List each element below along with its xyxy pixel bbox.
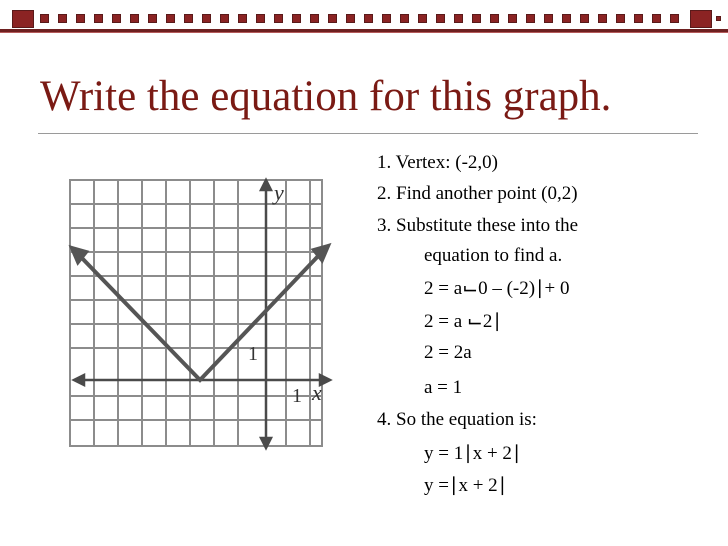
- decorative-square: [634, 14, 643, 23]
- decorative-square: [76, 14, 85, 23]
- decorative-square: [310, 14, 319, 23]
- decorative-square: [94, 14, 103, 23]
- decorative-square: [12, 10, 34, 28]
- decorative-square: [238, 14, 247, 23]
- equation-line: 2 = a ⌙2∣: [424, 311, 502, 332]
- decorative-square: [526, 14, 535, 23]
- decorative-square: [292, 14, 301, 23]
- decorative-square: [346, 14, 355, 23]
- decorative-square: [598, 14, 607, 23]
- decorative-square: [364, 14, 373, 23]
- decorative-square: [328, 14, 337, 23]
- decorative-square: [472, 14, 481, 23]
- decorative-square: [690, 10, 712, 28]
- decorative-square: [580, 14, 589, 23]
- title-divider: [38, 133, 698, 134]
- decorative-square: [562, 14, 571, 23]
- equation-line: y = 1∣x + 2∣: [424, 443, 522, 464]
- decorative-square: [202, 14, 211, 23]
- decorative-square: [184, 14, 193, 23]
- decorative-square: [382, 14, 391, 23]
- step-3: 3. Substitute these into the: [377, 215, 579, 236]
- step-3-continued: equation to find a.: [424, 245, 563, 266]
- decorative-square: [418, 14, 427, 23]
- step-1: 1. Vertex: (-2,0): [377, 152, 499, 173]
- decorative-square: [40, 14, 49, 23]
- decorative-square: [670, 14, 679, 23]
- decorative-square: [454, 14, 463, 23]
- equation-line: y =∣x + 2∣: [424, 475, 508, 496]
- y-axis-label: y: [274, 180, 284, 205]
- x-axis-label: x: [312, 380, 322, 405]
- decorative-square: [256, 14, 265, 23]
- decorative-square: [58, 14, 67, 23]
- decorative-square: [274, 14, 283, 23]
- decorative-square: [652, 14, 661, 23]
- decorative-square: [716, 16, 721, 21]
- absolute-value-graph: [60, 170, 340, 460]
- step-2: 2. Find another point (0,2): [377, 183, 578, 204]
- decorative-square: [112, 14, 121, 23]
- decorative-header-bar: [0, 0, 728, 42]
- slide-title: Write the equation for this graph.: [40, 73, 612, 120]
- equation-line: 2 = 2a: [424, 342, 472, 363]
- grid: [70, 180, 322, 446]
- decorative-square: [490, 14, 499, 23]
- header-rule-thin: [0, 32, 728, 33]
- decorative-square: [616, 14, 625, 23]
- decorative-square: [436, 14, 445, 23]
- decorative-square: [166, 14, 175, 23]
- decorative-square: [400, 14, 409, 23]
- decorative-square: [130, 14, 139, 23]
- x-tick-label: 1: [292, 385, 302, 407]
- decorative-square: [220, 14, 229, 23]
- decorative-square: [544, 14, 553, 23]
- y-tick-label: 1: [248, 343, 258, 365]
- decorative-square: [508, 14, 517, 23]
- equation-line: a = 1: [424, 377, 463, 398]
- step-4: 4. So the equation is:: [377, 409, 537, 430]
- decorative-squares: [0, 2, 728, 42]
- equation-line: 2 = a⌙0 – (-2)∣+ 0: [424, 278, 570, 299]
- decorative-square: [148, 14, 157, 23]
